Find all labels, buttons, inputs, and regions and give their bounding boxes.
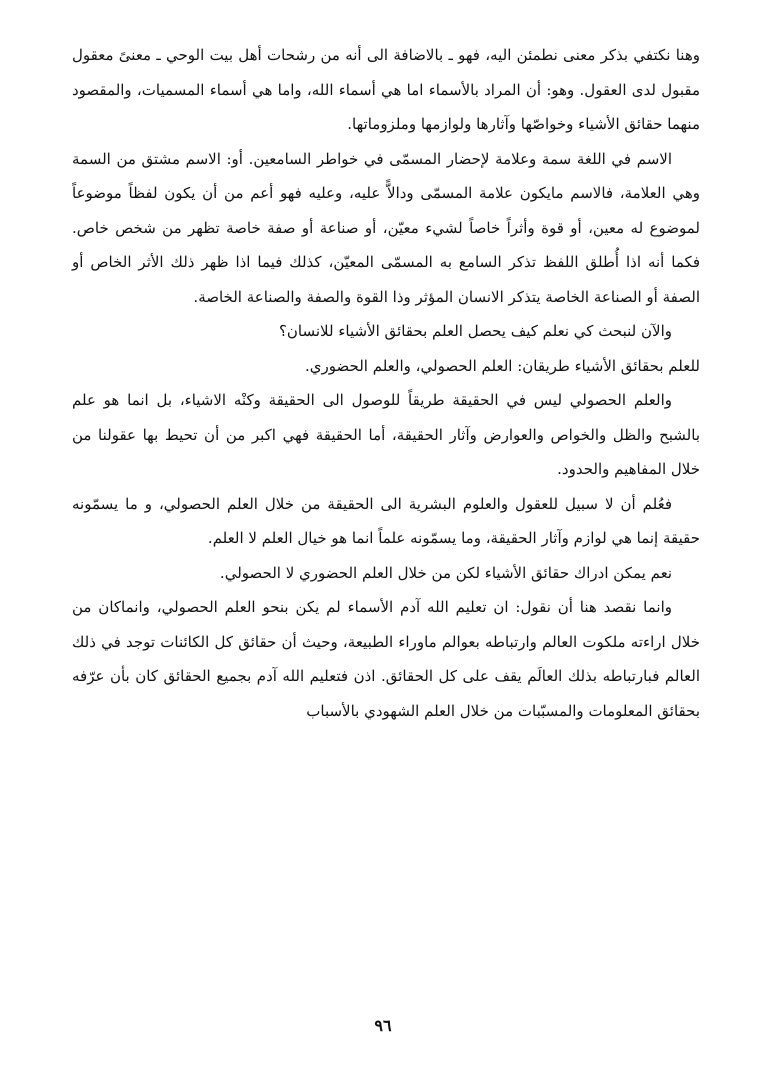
body-text [72, 38, 700, 728]
paragraph-1: وهنا نكتفي بذكر معنى نطمئن اليه، فهو ـ بالاضافة الى أنه من رشحات أهل بيت الوحي ـ معنىً معقول مقبول لدى العقول. وهو: أن المراد بالأسماء اما هي أسماء الله، واما هي أسماء المسميات، والمقصود منهما حقائق الأشياء وخواصّها وآثارها ولوازمها وملزوماتها. [72, 46, 700, 133]
paragraph-5: والعلم الحصولي ليس في الحقيقة طريقاً للوصول الى الحقيقة وكنْه الاشياء، بل انما هو علم بالشبح والظل والخواص والعوارض وآثار الحقيقة، أما الحقيقة فهي اكبر من أن تحيط بها عقولنا من خلال المفاهيم والحدود. [72, 391, 700, 478]
paragraph-3: والآن لنبحث كي نعلم كيف يحصل العلم بحقائق الأشياء للانسان؟ [278, 322, 672, 340]
paragraph-8: وانما نقصد هنا أن نقول: ان تعليم الله آدم الأسماء لم يكن بنحو العلم الحصولي، وانماكان من خلال اراءته ملكوت العالم وارتباطه بعوالم ماوراء الطبيعة، وحيث أن حقائق كل الكائنات توجد في ذلك العالم فبارتباطه بذلك العالَم يقف على كل الحقائق. اذن فتعليم الله آدم بجميع الحقائق كان بأن عرّفه بحقائق المعلومات والمسبّبات من خلال العلم الشهودي بالأسباب [72, 598, 700, 720]
paragraph-4: للعلم بحقائق الأشياء طريقان: العلم الحصولي، والعلم الحضوري. [305, 356, 700, 375]
paragraph-6: فعُلم أن لا سبيل للعقول والعلوم البشرية الى الحقيقة من خلال العلم الحصولي، و ما يسمّونه حقيقة إنما هي لوازم وآثار الحقيقة، وما يسمّونه علماً انما هو خيال العلم لا العلم. [72, 494, 700, 547]
paragraph-7: نعم يمكن ادراك حقائق الأشياء لكن من خلال العلم الحضوري لا الحصولي. [219, 563, 672, 582]
page-number: ٩٦ [374, 1016, 392, 1035]
paragraph-2: الاسم في اللغة سمة وعلامة لإحضار المسمّى في خواطر السامعين. أو: الاسم مشتق من السمة وهي العلامة، فالاسم مايكون علامة المسمّى ودالاًّ عليه، وعليه فهو أعم من أن يكون لفظاً موضوعاً لموضوع له معين، أو قوة وأثراً خاصاً لشيء معيّن، أو صناعة أو صفة خاصة تظهر من شخص خاص. فكما أنه اذا أُطلق اللفظ تذكر السامع به المسمّى المعيّن، كذلك فيما اذا ظهر ذلك الأثر الخاص أو الصفة أو الصناعة الخاصة يتذكر الانسان المؤثر وذا القوة والصفة والصناعة الخاصة. [72, 149, 700, 306]
